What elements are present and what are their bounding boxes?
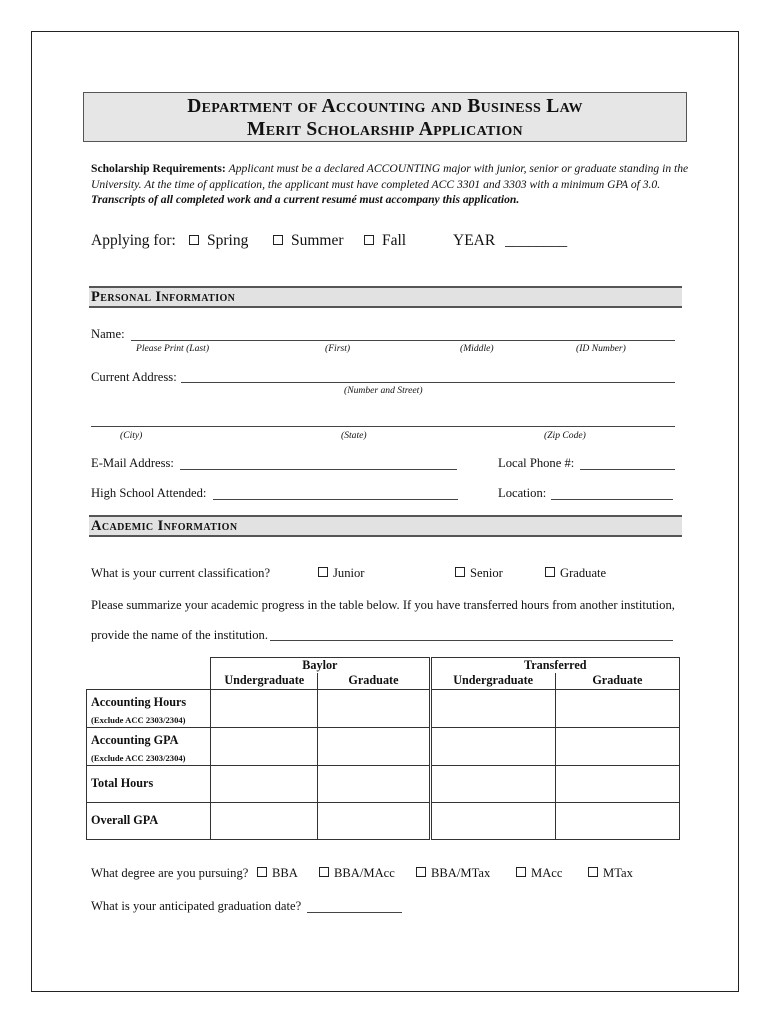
cell-acct-hours-baylor-grad[interactable] <box>318 689 430 727</box>
graduation-date-question: What is your anticipated graduation date? <box>91 899 302 913</box>
bba-mtax-checkbox[interactable] <box>416 867 426 877</box>
junior-checkbox[interactable] <box>318 567 328 577</box>
name-input-line[interactable] <box>131 340 675 341</box>
row-label: Overall GPA <box>91 813 159 827</box>
degree-question: What degree are you pursuing? <box>91 866 249 880</box>
academic-progress-table <box>86 657 680 840</box>
cell-acct-gpa-baylor-grad[interactable] <box>318 727 430 765</box>
row-accounting-gpa <box>87 727 211 765</box>
hint-last: Please Print (Last) <box>136 343 210 354</box>
bba-mtax-label: BBA/MTax <box>431 866 491 880</box>
applying-for-label: Applying for: <box>91 232 176 249</box>
year-field[interactable] <box>453 232 567 250</box>
name-label: Name: <box>91 327 125 341</box>
title-line-1: Department of Accounting and Business Law <box>187 96 583 117</box>
bba-macc-checkbox[interactable] <box>319 867 329 877</box>
group-baylor: Baylor <box>211 658 430 674</box>
cell-acct-hours-transfer-ug[interactable] <box>430 689 555 727</box>
hint-city: (City) <box>120 430 143 441</box>
option-spring[interactable] <box>189 232 248 250</box>
row-label: Total Hours <box>91 776 154 790</box>
bba-checkbox[interactable] <box>257 867 267 877</box>
option-macc[interactable] <box>516 866 562 881</box>
requirements-label: Scholarship Requirements: <box>91 162 226 175</box>
senior-label: Senior <box>470 566 503 580</box>
summary-instructions: Please summarize your academic progress in the table below. If you have transferred hours from another institution, <box>91 598 675 612</box>
hint-zip-code: (Zip Code) <box>544 430 586 441</box>
bba-label: BBA <box>272 866 298 880</box>
summer-label: Summer <box>291 232 344 249</box>
personal-information-heading: Personal Information <box>89 286 682 308</box>
local-phone-input-line[interactable] <box>580 469 675 470</box>
year-label: YEAR <box>453 232 496 249</box>
senior-checkbox[interactable] <box>455 567 465 577</box>
email-label: E-Mail Address: <box>91 456 174 470</box>
form-title <box>83 92 687 142</box>
location-input-line[interactable] <box>551 499 673 500</box>
mtax-label: MTax <box>603 866 633 880</box>
location-label: Location: <box>498 486 547 500</box>
hint-middle: (Middle) <box>460 343 494 354</box>
macc-label: MAcc <box>531 866 563 880</box>
cell-acct-gpa-transfer-ug[interactable] <box>430 727 555 765</box>
academic-information-heading: Academic Information <box>89 515 682 537</box>
row-total-hours <box>87 765 211 802</box>
fall-label: Fall <box>382 232 407 249</box>
spring-checkbox[interactable] <box>189 235 199 245</box>
option-summer[interactable] <box>273 232 344 250</box>
cell-acct-gpa-baylor-ug[interactable] <box>211 727 318 765</box>
requirements-transcripts-note: Transcripts of all completed work and a current resumé must accompany this application. <box>91 193 520 207</box>
hint-id-number: (ID Number) <box>576 343 626 354</box>
option-junior[interactable] <box>318 566 364 581</box>
high-school-label: High School Attended: <box>91 486 207 500</box>
option-senior[interactable] <box>455 566 503 581</box>
row-label: Accounting GPA <box>91 732 179 747</box>
street-input-line[interactable] <box>181 382 675 383</box>
requirements-text: Applicant must be a declared ACCOUNTING major with junior, senior or graduate standing in the University. At the time of application, the applicant must have completed ACC 3301 and 3303 with a minimum GPA of 3.0. <box>91 162 689 191</box>
cell-total-hours-baylor-grad[interactable] <box>318 765 430 802</box>
graduate-checkbox[interactable] <box>545 567 555 577</box>
row-label: Accounting Hours <box>91 694 187 709</box>
fall-checkbox[interactable] <box>364 235 374 245</box>
summer-checkbox[interactable] <box>273 235 283 245</box>
hint-state: (State) <box>341 430 367 441</box>
spring-label: Spring <box>207 232 249 249</box>
cell-overall-gpa-baylor-ug[interactable] <box>211 802 318 839</box>
graduate-label: Graduate <box>560 566 607 580</box>
col-baylor-undergrad: Undergraduate <box>211 673 318 689</box>
group-transferred: Transferred <box>430 658 679 674</box>
option-bba-macc[interactable] <box>319 866 395 881</box>
title-line-2: Merit Scholarship Application <box>247 119 523 140</box>
city-state-zip-input-line[interactable] <box>91 426 675 427</box>
mtax-checkbox[interactable] <box>588 867 598 877</box>
email-input-line[interactable] <box>180 469 457 470</box>
year-blank: ________ <box>505 232 568 249</box>
col-transferred-grad: Graduate <box>555 673 679 689</box>
cell-total-hours-transfer-grad[interactable] <box>555 765 679 802</box>
institution-instructions: provide the name of the institution. <box>91 628 268 642</box>
cell-total-hours-baylor-ug[interactable] <box>211 765 318 802</box>
option-fall[interactable] <box>364 232 406 250</box>
classification-question: What is your current classification? <box>91 566 271 580</box>
table-corner-2 <box>87 673 211 689</box>
hint-number-street: (Number and Street) <box>344 385 423 396</box>
macc-checkbox[interactable] <box>516 867 526 877</box>
cell-acct-hours-transfer-grad[interactable] <box>555 689 679 727</box>
row-overall-gpa <box>87 802 211 839</box>
row-accounting-hours <box>87 689 211 727</box>
cell-overall-gpa-transfer-ug[interactable] <box>430 802 555 839</box>
row-sublabel: (Exclude ACC 2303/2304) <box>91 714 186 725</box>
hint-first: (First) <box>325 343 351 354</box>
local-phone-label: Local Phone #: <box>498 456 575 470</box>
option-mtax[interactable] <box>588 866 633 881</box>
junior-label: Junior <box>333 566 365 580</box>
bba-macc-label: BBA/MAcc <box>334 866 395 880</box>
cell-acct-hours-baylor-ug[interactable] <box>211 689 318 727</box>
option-graduate[interactable] <box>545 566 606 581</box>
cell-acct-gpa-transfer-grad[interactable] <box>555 727 679 765</box>
row-sublabel: (Exclude ACC 2303/2304) <box>91 752 186 763</box>
current-address-label: Current Address: <box>91 370 177 384</box>
col-baylor-grad: Graduate <box>318 673 430 689</box>
table-corner <box>87 658 211 674</box>
graduation-date-input-line[interactable] <box>307 912 402 913</box>
option-bba-mtax[interactable] <box>416 866 490 881</box>
cell-overall-gpa-baylor-grad[interactable] <box>318 802 430 839</box>
col-transferred-undergrad: Undergraduate <box>430 673 555 689</box>
scholarship-requirements <box>91 161 691 208</box>
option-bba[interactable] <box>257 866 298 881</box>
cell-total-hours-transfer-ug[interactable] <box>430 765 555 802</box>
cell-overall-gpa-transfer-grad[interactable] <box>555 802 679 839</box>
institution-input-line[interactable] <box>270 640 673 641</box>
high-school-input-line[interactable] <box>213 499 458 500</box>
